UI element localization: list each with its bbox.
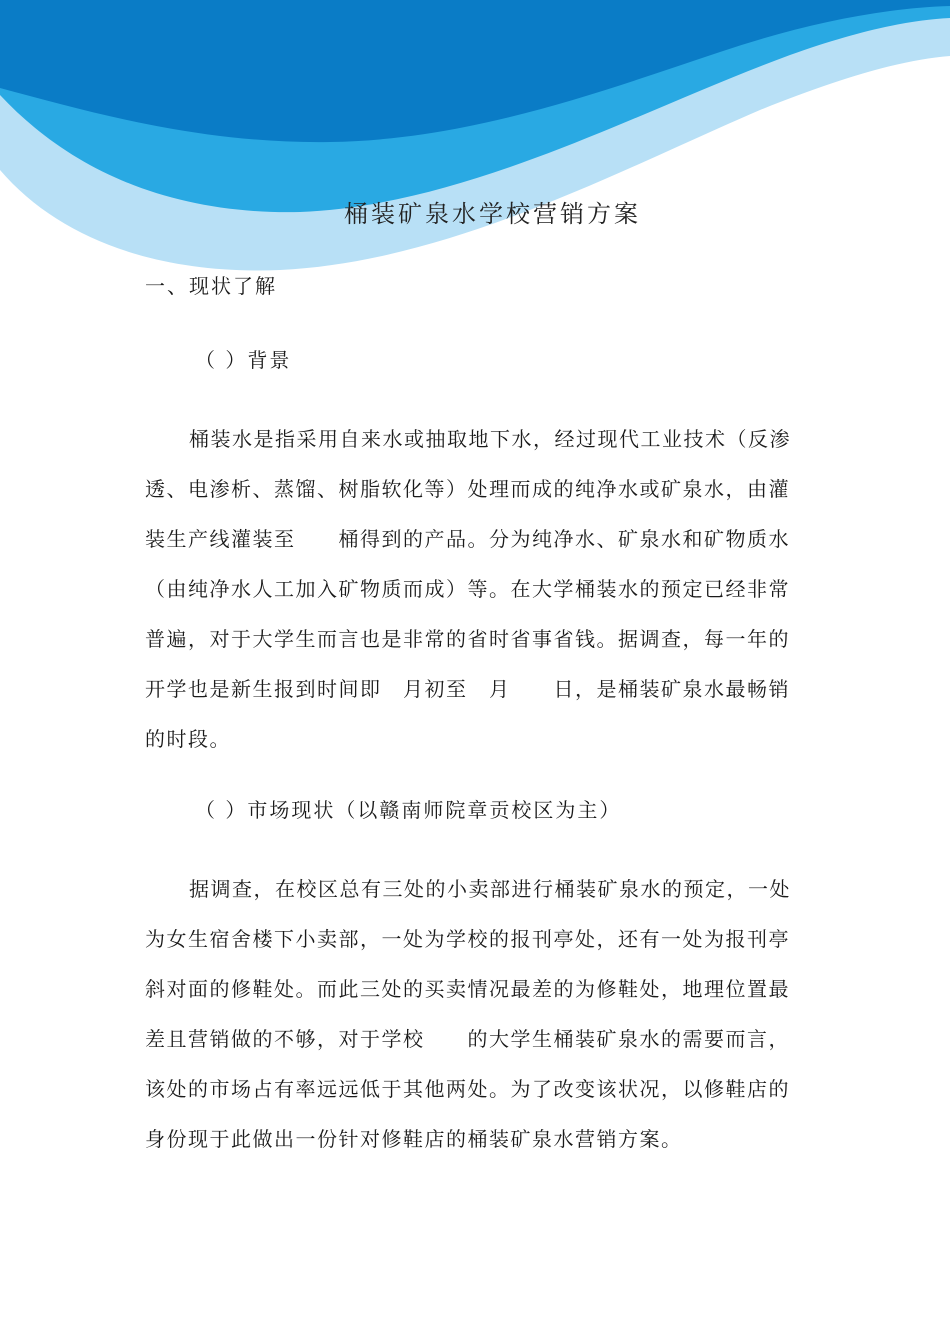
section-heading-status: 一、现状了解 — [145, 274, 277, 298]
subsection-heading-background: （ ）背景 — [195, 348, 292, 372]
paragraph-line: 桶装水是指采用自来水或抽取地下水，经过现代工业技术（反渗 — [189, 427, 791, 451]
paragraph-line: 装生产线灌装至 桶得到的产品。分为纯净水、矿泉水和矿物质水 — [145, 527, 790, 551]
paragraph-line: 透、电渗析、蒸馏、树脂软化等）处理而成的纯净水或矿泉水，由灌 — [145, 477, 790, 501]
paragraph-line: 据调查，在校区总有三处的小卖部进行桶装矿泉水的预定，一处 — [189, 877, 791, 901]
paragraph-line: （由纯净水人工加入矿物质而成）等。在大学桶装水的预定已经非常 — [145, 577, 790, 601]
header-wave-decoration — [0, 0, 950, 280]
paragraph-market — [145, 864, 810, 1164]
paragraph-line: 该处的市场占有率远远低于其他两处。为了改变该状况，以修鞋店的 — [145, 1077, 790, 1101]
paragraph-line: 普遍，对于大学生而言也是非常的省时省事省钱。据调查，每一年的 — [145, 627, 790, 651]
paragraph-background — [145, 414, 810, 764]
paragraph-line: 为女生宿舍楼下小卖部，一处为学校的报刊亭处，还有一处为报刊亭 — [145, 927, 790, 951]
document-body — [145, 266, 810, 1190]
paragraph-line: 的时段。 — [145, 727, 231, 751]
paragraph-line: 差且营销做的不够，对于学校 的大学生桶装矿泉水的需要而言， — [145, 1027, 790, 1051]
subsection-heading-market: （ ）市场现状（以赣南师院章贡校区为主） — [195, 798, 622, 822]
paragraph-line: 开学也是新生报到时间即 月初至 月 日，是桶装矿泉水最畅销 — [145, 677, 790, 701]
paragraph-line: 斜对面的修鞋处。而此三处的买卖情况最差的为修鞋处，地理位置最 — [145, 977, 790, 1001]
document-title: 桶装矿泉水学校营销方案 — [344, 200, 641, 228]
paragraph-line: 身份现于此做出一份针对修鞋店的桶装矿泉水营销方案。 — [145, 1127, 683, 1151]
